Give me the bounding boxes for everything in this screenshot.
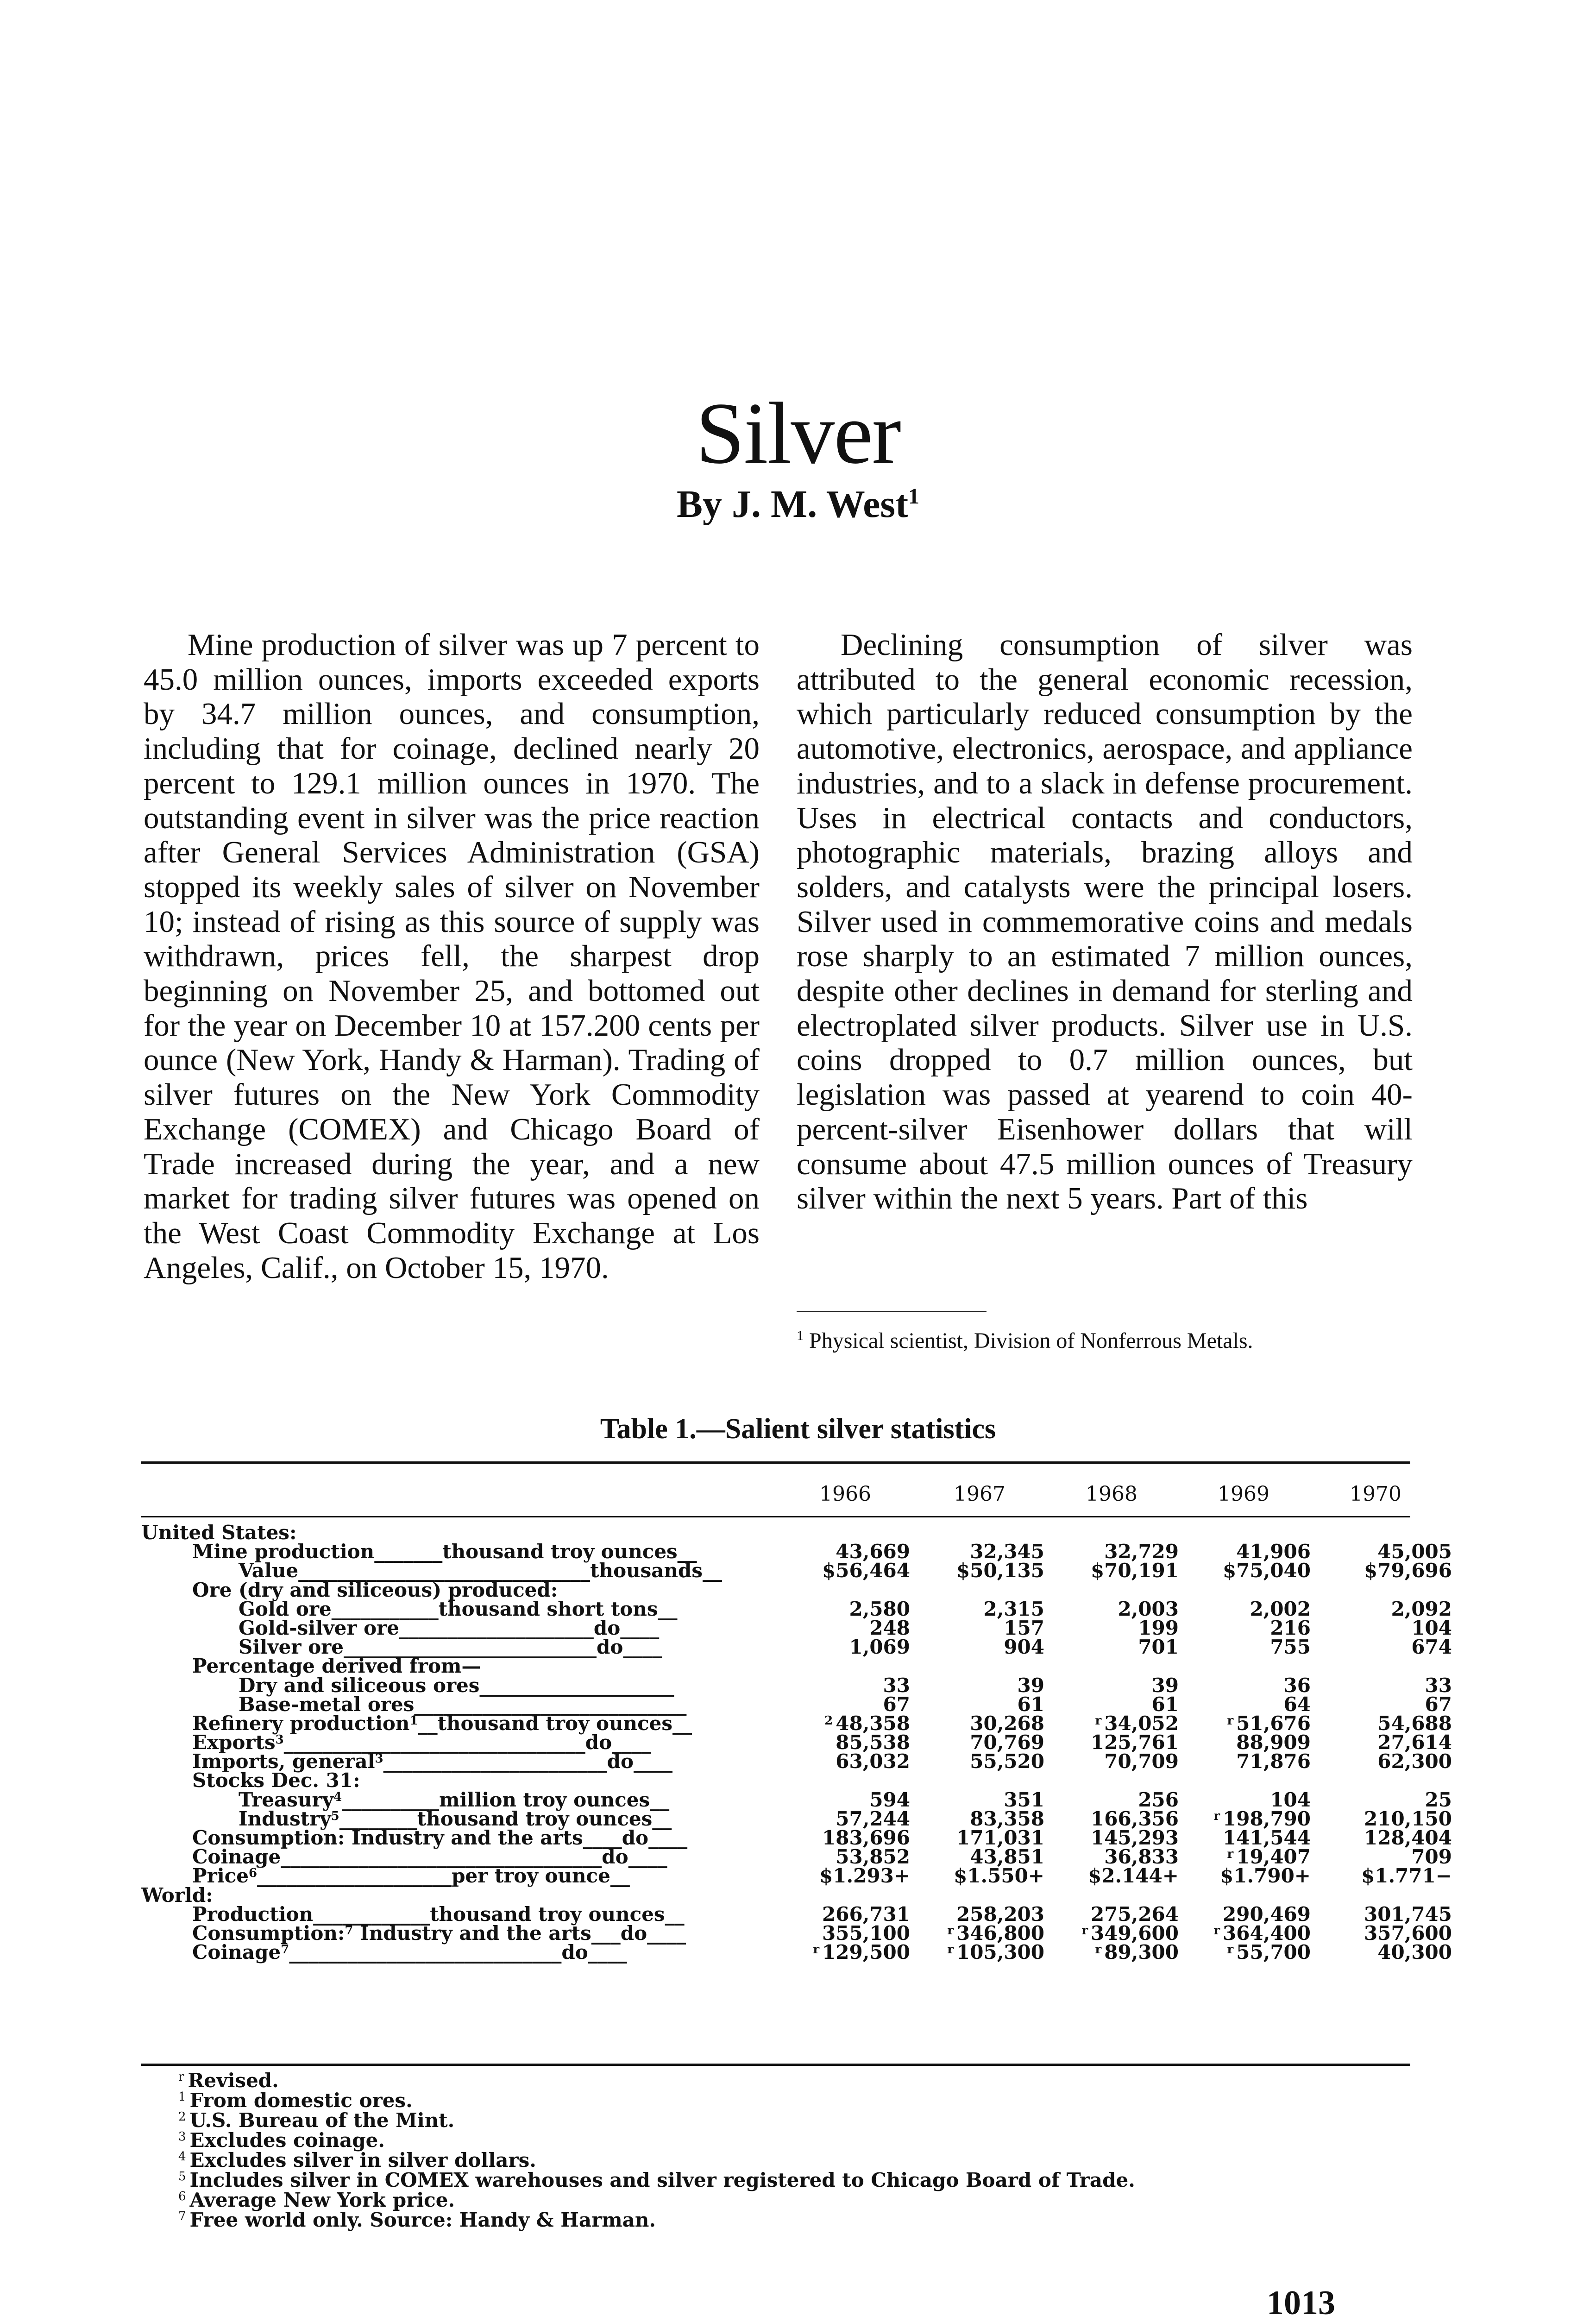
table-row: [141, 1902, 1452, 1926]
row-label: Exports$^3$_______________________________do____: [192, 1731, 651, 1754]
value-cell: 61: [1151, 1693, 1179, 1716]
left-column: [144, 628, 760, 1285]
value-cell: 62,300: [1377, 1750, 1452, 1773]
value-cell: $1.550+: [954, 1864, 1044, 1888]
row-label: Dry and siliceous ores____________________: [239, 1674, 674, 1697]
table-header-rule: [141, 1516, 1410, 1517]
footnote-rule: [797, 1311, 987, 1312]
author-name: By J. M. West: [676, 483, 909, 526]
value-cell: 40,300: [1377, 1941, 1452, 1964]
table-row: [141, 1771, 1410, 1790]
table-notes: [178, 2071, 1382, 2230]
value-cell: 43,851: [970, 1845, 1044, 1869]
value-cell: $^r$ 346,800: [947, 1921, 1044, 1945]
value-cell: 125,761: [1091, 1731, 1179, 1754]
value-cell: 157: [1004, 1616, 1044, 1639]
table-row: [141, 1580, 1410, 1599]
table-row: [141, 1540, 1452, 1563]
table-top-rule: [141, 1461, 1410, 1464]
value-cell: 128,404: [1364, 1826, 1452, 1849]
value-cell: $50,135: [956, 1559, 1044, 1582]
value-cell: 351: [1004, 1788, 1044, 1811]
value-cell: 85,538: [836, 1731, 910, 1754]
value-cell: $1.790+: [1220, 1864, 1311, 1888]
value-cell: 357,600: [1364, 1921, 1452, 1945]
value-cell: $79,696: [1364, 1559, 1452, 1582]
value-cell: $70,191: [1091, 1559, 1179, 1582]
value-cell: 33: [883, 1674, 910, 1697]
value-cell: 301,745: [1364, 1902, 1452, 1926]
value-cell: 43,669: [836, 1540, 910, 1563]
table-body: [141, 1521, 1452, 1964]
author-footnote: [797, 1322, 1413, 1354]
value-cell: 27,614: [1377, 1731, 1452, 1754]
value-cell: 36: [1283, 1674, 1311, 1697]
table-note: $^r$ Revised.: [178, 2069, 279, 2092]
value-cell: 256: [1138, 1788, 1179, 1811]
value-cell: 2,580: [849, 1597, 910, 1620]
value-cell: $^r$ 364,400: [1213, 1921, 1311, 1945]
value-cell: 248: [869, 1616, 910, 1639]
table-note: $^3$ Excludes coinage.: [178, 2129, 385, 2152]
row-label: Production____________thousand troy ounces__: [192, 1902, 685, 1926]
value-cell: 41,906: [1236, 1540, 1311, 1563]
value-cell: 39: [1151, 1674, 1179, 1697]
row-label: United States:: [141, 1521, 297, 1544]
row-label: World:: [141, 1883, 213, 1907]
value-cell: 755: [1270, 1636, 1311, 1659]
value-cell: 183,696: [822, 1826, 910, 1849]
footnote-mark: 1: [797, 1328, 804, 1343]
table-row: [141, 1941, 1452, 1964]
byline: [0, 482, 1596, 527]
table-title: Table 1.—Salient silver statistics: [600, 1413, 996, 1445]
value-cell: 83,358: [970, 1807, 1044, 1830]
table-note: $^1$ From domestic ores.: [178, 2089, 413, 2112]
right-column: [797, 628, 1413, 1216]
table-row: [141, 1845, 1452, 1869]
row-label: Percentage derived from—: [192, 1655, 481, 1678]
value-cell: 1,069: [849, 1636, 910, 1659]
table-header-row: [141, 1472, 1410, 1516]
row-label: Ore (dry and siliceous) produced:: [192, 1578, 558, 1601]
table-row: [141, 1674, 1452, 1697]
value-cell: 145,293: [1091, 1826, 1179, 1849]
table-row: [141, 1636, 1452, 1659]
value-cell: 2,315: [983, 1597, 1044, 1620]
row-label: Base-metal ores____________________________: [239, 1693, 687, 1716]
value-cell: 210,150: [1364, 1807, 1452, 1830]
value-cell: 290,469: [1223, 1902, 1311, 1926]
value-cell: 904: [1004, 1636, 1044, 1659]
value-cell: 33: [1425, 1674, 1452, 1697]
value-cell: $^2$ 48,358: [824, 1712, 910, 1735]
value-cell: 61: [1017, 1693, 1044, 1716]
value-cell: 2,003: [1118, 1597, 1179, 1620]
table-row: [141, 1864, 1452, 1888]
value-cell: 2,092: [1391, 1597, 1452, 1620]
table-row: [141, 1788, 1452, 1811]
table-bottom-rule: [141, 2064, 1410, 2066]
value-cell: 71,876: [1236, 1750, 1311, 1773]
value-cell: 2,002: [1250, 1597, 1311, 1620]
row-label: Gold-silver ore____________________do____: [239, 1616, 660, 1639]
row-label: Mine production_______thousand troy ounces__: [192, 1540, 697, 1563]
value-cell: 70,709: [1104, 1750, 1179, 1773]
value-cell: 199: [1138, 1616, 1179, 1639]
value-cell: 64: [1283, 1693, 1311, 1716]
value-cell: 55,520: [970, 1750, 1044, 1773]
table-row: [141, 1712, 1452, 1735]
row-label: Consumption:$^7$ Industry and the arts___do____: [192, 1921, 686, 1945]
table-note: $^6$ Average New York price.: [178, 2189, 455, 2211]
row-label: Coinage$^7$____________________________do____: [192, 1941, 627, 1964]
value-cell: $75,040: [1223, 1559, 1311, 1582]
row-label: Refinery production$^1$__thousand troy ounces__: [192, 1712, 692, 1735]
value-cell: 25: [1425, 1788, 1452, 1811]
value-cell: 355,100: [822, 1921, 910, 1945]
value-cell: 104: [1411, 1616, 1452, 1639]
value-cell: $1.771−: [1361, 1864, 1452, 1888]
value-cell: 701: [1138, 1636, 1179, 1659]
value-cell: 141,544: [1223, 1826, 1311, 1849]
value-cell: 63,032: [836, 1750, 910, 1773]
value-cell: 258,203: [956, 1902, 1044, 1926]
value-cell: $^r$ 55,700: [1227, 1941, 1311, 1964]
left-column-paragraph: Mine production of silver was up 7 percent to 45.0 million ounces, imports exceeded exports by 34.7 million ounces, and consumption, including that for coinage, declined nearly 20 percent to 129.1 million ounces in 1970. The outstanding event in silver was the price reaction after General Services Administration (GSA) stopped its weekly sales of silver on November 10; instead of rising as this source of supply was withdrawn, prices fell, the sharpest drop beginning on November 25, and bottomed out for the year on December 10 at 157.200 cents per ounce (New York, Handy & Harman). Trading of silver futures on the New York Commodity Exchange (COMEX) and Chicago Board of Trade increased during the year, and a new market for trading silver futures was opened on the West Coast Commodity Exchange at Los Angeles, Calif., on October 15, 1970.: [144, 628, 760, 1285]
row-label: Stocks Dec. 31:: [192, 1769, 360, 1792]
value-cell: 54,688: [1377, 1712, 1452, 1735]
value-cell: 36,833: [1104, 1845, 1179, 1869]
table-row: [141, 1731, 1452, 1754]
row-label: Coinage_________________________________do____: [192, 1845, 667, 1869]
value-cell: 709: [1411, 1845, 1452, 1869]
value-cell: $^r$ 105,300: [947, 1941, 1044, 1964]
row-label: Silver ore__________________________do____: [239, 1636, 662, 1659]
value-cell: 266,731: [822, 1902, 910, 1926]
value-cell: 32,729: [1104, 1540, 1179, 1563]
table-row: [141, 1616, 1452, 1639]
table-note: $^4$ Excludes silver in silver dollars.: [178, 2149, 536, 2171]
row-label: Value______________________________thousands__: [239, 1559, 723, 1582]
table-row: [141, 1655, 1410, 1678]
value-cell: $56,464: [822, 1559, 910, 1582]
row-label: Price$^6$____________________per troy ounce__: [192, 1864, 630, 1888]
table-row: [141, 1559, 1452, 1582]
value-cell: $^r$ 19,407: [1227, 1845, 1311, 1869]
value-cell: $^r$ 349,600: [1081, 1921, 1179, 1945]
year-header: 1968: [1086, 1482, 1137, 1506]
table-row: [141, 1921, 1452, 1945]
value-cell: $2.144+: [1088, 1864, 1179, 1888]
year-header: 1970: [1350, 1482, 1401, 1506]
value-cell: 70,769: [970, 1731, 1044, 1754]
value-cell: 67: [1425, 1693, 1452, 1716]
value-cell: $^r$ 198,790: [1213, 1807, 1311, 1830]
table-row: [141, 1750, 1452, 1773]
table-note: $^5$ Includes silver in COMEX warehouses and silver registered to Chicago Board of Trade.: [178, 2169, 1135, 2191]
row-label: Imports, general$^3$_______________________do____: [192, 1750, 673, 1773]
row-label: Industry$^5$________thousand troy ounces__: [239, 1807, 672, 1830]
table-row: [141, 1597, 1452, 1620]
value-cell: 216: [1270, 1616, 1311, 1639]
value-cell: 171,031: [956, 1826, 1044, 1849]
value-cell: $1.293+: [819, 1864, 910, 1888]
footnote-text: Physical scientist, Division of Nonferrous Metals.: [809, 1328, 1253, 1353]
year-header: 1969: [1218, 1482, 1269, 1506]
row-label: Treasury$^4$__________million troy ounces__: [239, 1788, 670, 1811]
year-header: 1966: [819, 1482, 871, 1506]
value-cell: $^r$ 129,500: [813, 1941, 910, 1964]
value-cell: 32,345: [970, 1540, 1044, 1563]
table-note: $^2$ U.S. Bureau of the Mint.: [178, 2109, 455, 2132]
table-row: [141, 1523, 1410, 1542]
value-cell: 53,852: [836, 1845, 910, 1869]
value-cell: 166,356: [1091, 1807, 1179, 1830]
table-row: [141, 1807, 1452, 1830]
value-cell: $^r$ 51,676: [1227, 1712, 1311, 1735]
salient-statistics-table: [141, 1472, 1452, 1964]
value-cell: 674: [1411, 1636, 1452, 1659]
table-row: [141, 1693, 1452, 1716]
value-cell: 39: [1017, 1674, 1044, 1697]
right-column-paragraph: Declining consumption of silver was attributed to the general economic recession, which particularly reduced consumption by the automotive, electronics, aerospace, and appliance industries, and to a slack in defense procurement. Uses in electrical contacts and conductors, photographic materials, brazing alloys and solders, and catalysts were the principal losers. Silver used in commemorative coins and medals rose sharply to an estimated 7 million ounces, despite other declines in demand for sterling and electroplated silver products. Silver use in U.S. coins dropped to 0.7 million ounces, but legislation was passed at yearend to coin 40-percent-silver Eisenhower dollars that will consume about 47.5 million ounces of Treasury silver within the next 5 years. Part of this: [797, 628, 1413, 1216]
value-cell: 275,264: [1091, 1902, 1179, 1926]
table-row: [141, 1883, 1410, 1907]
page-number: 1013: [1267, 2284, 1335, 2316]
author-footnote-ref: 1: [908, 484, 920, 509]
page-title: Silver: [696, 385, 900, 483]
value-cell: $^r$ 34,052: [1095, 1712, 1179, 1735]
value-cell: 57,244: [836, 1807, 910, 1830]
value-cell: 67: [883, 1693, 910, 1716]
table-row: [141, 1826, 1452, 1849]
value-cell: 30,268: [970, 1712, 1044, 1735]
value-cell: 594: [869, 1788, 910, 1811]
value-cell: 88,909: [1236, 1731, 1311, 1754]
value-cell: 104: [1270, 1788, 1311, 1811]
value-cell: 45,005: [1377, 1540, 1452, 1563]
row-label: Consumption: Industry and the arts____do____: [192, 1826, 688, 1849]
year-header: 1967: [954, 1482, 1005, 1506]
value-cell: $^r$ 89,300: [1095, 1941, 1179, 1964]
table-note: $^7$ Free world only. Source: Handy & Harman.: [178, 2209, 656, 2231]
row-label: Gold ore___________thousand short tons__: [239, 1597, 678, 1620]
